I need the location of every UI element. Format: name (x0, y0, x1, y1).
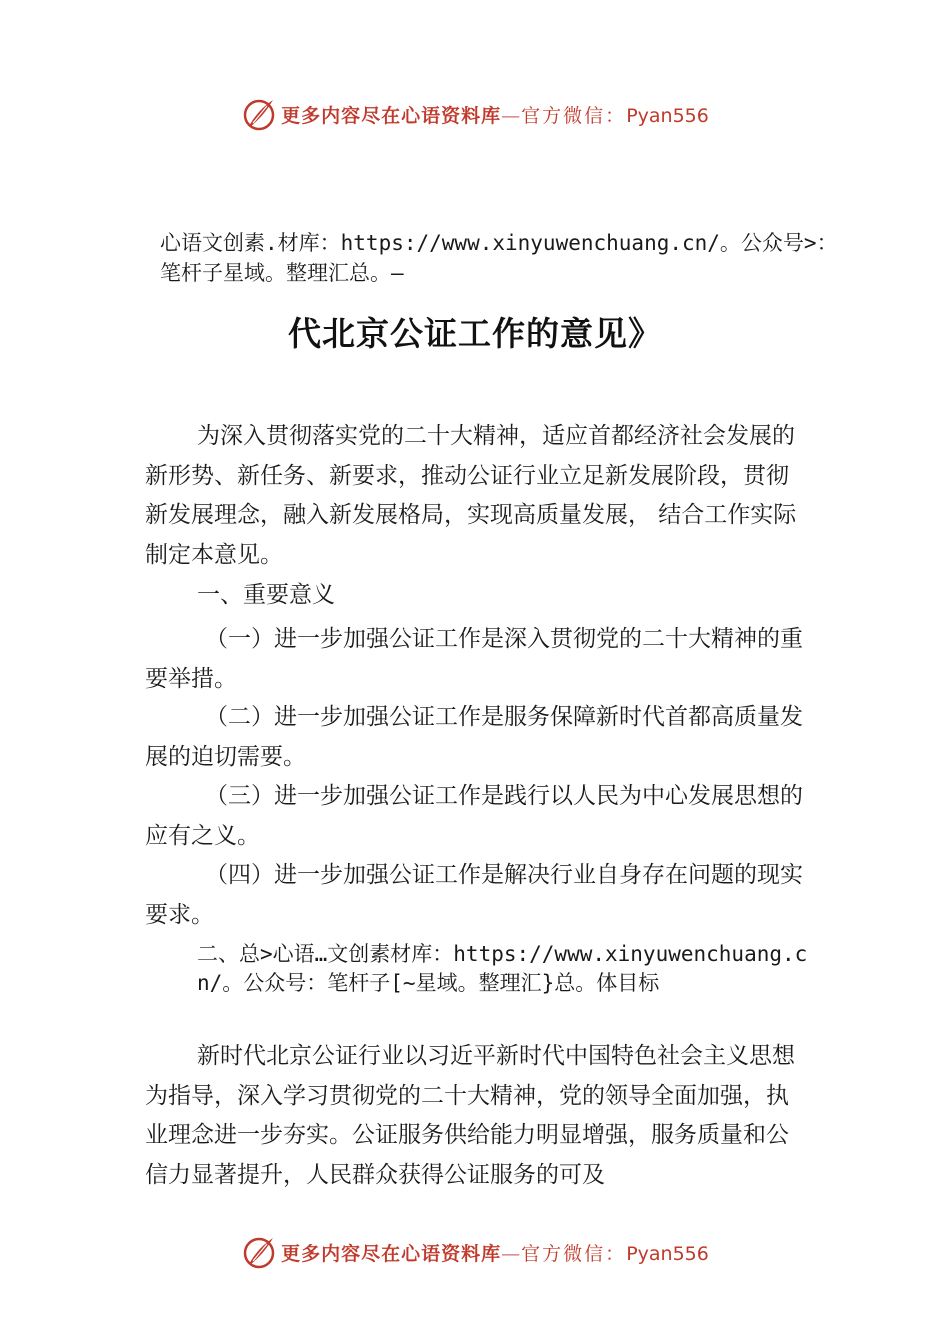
banner-main-text: 更多内容尽在心语资料库 (281, 104, 502, 127)
banner-wechat-label: 官方微信： (521, 104, 627, 127)
document-title: 代北京公证工作的意见》 (288, 314, 662, 353)
feather-pen-logo-icon (241, 1234, 277, 1270)
bottom-watermark-banner (0, 1232, 950, 1272)
section-1-item: （二）进一步加强公证工作是服务保障新时代首都高质量发展的迫切需要。 (145, 704, 803, 770)
banner-wechat-id: Pyan556 (626, 1242, 709, 1265)
section-1-item: （四）进一步加强公证工作是解决行业自身存在问题的现实要求。 (145, 862, 803, 928)
top-watermark-banner (0, 94, 950, 134)
header-source-note: 心语文创素.材库：https://www.xinyuwenchuang.cn/。公众号>：笔杆子星域。整理汇总。— (160, 231, 838, 285)
banner-wechat-label: 官方微信： (521, 1242, 627, 1265)
banner-main-text: 更多内容尽在心语资料库 (281, 1242, 502, 1265)
banner-dash: — (501, 1242, 522, 1265)
banner-wechat-id: Pyan556 (626, 104, 709, 127)
section-1-item: （一）进一步加强公证工作是深入贯彻党的二十大精神的重要举措。 (145, 626, 803, 692)
intro-paragraph: 为深入贯彻落实党的二十大精神，适应首都经济社会发展的新形势、新任务、新要求，推动公证行业立足新发展阶段，贯彻新发展理念，融入新发展格局，实现高质量发展， 结合工作实际制定本意见。 (145, 423, 797, 568)
feather-pen-logo-icon (241, 96, 277, 132)
section-1-item: （三）进一步加强公证工作是践行以人民为中心发展思想的应有之义。 (145, 783, 803, 849)
banner-dash: — (501, 104, 522, 127)
section-2-paragraph: 新时代北京公证行业以习近平新时代中国特色社会主义思想为指导，深入学习贯彻党的二十大精神，党的领导全面加强，执业理念进一步夯实。公证服务供给能力明显增强，服务质量和公信力显著提升，人民群众获得公证服务的可及 (145, 1043, 795, 1188)
section-2-heading: 二、总>心语…文创素材库：https://www.xinyuwenchuang.cn/。公众号：笔杆子[~星域。整理汇}总。体目标 (197, 942, 808, 995)
section-1-heading: 一、重要意义 (197, 582, 335, 608)
